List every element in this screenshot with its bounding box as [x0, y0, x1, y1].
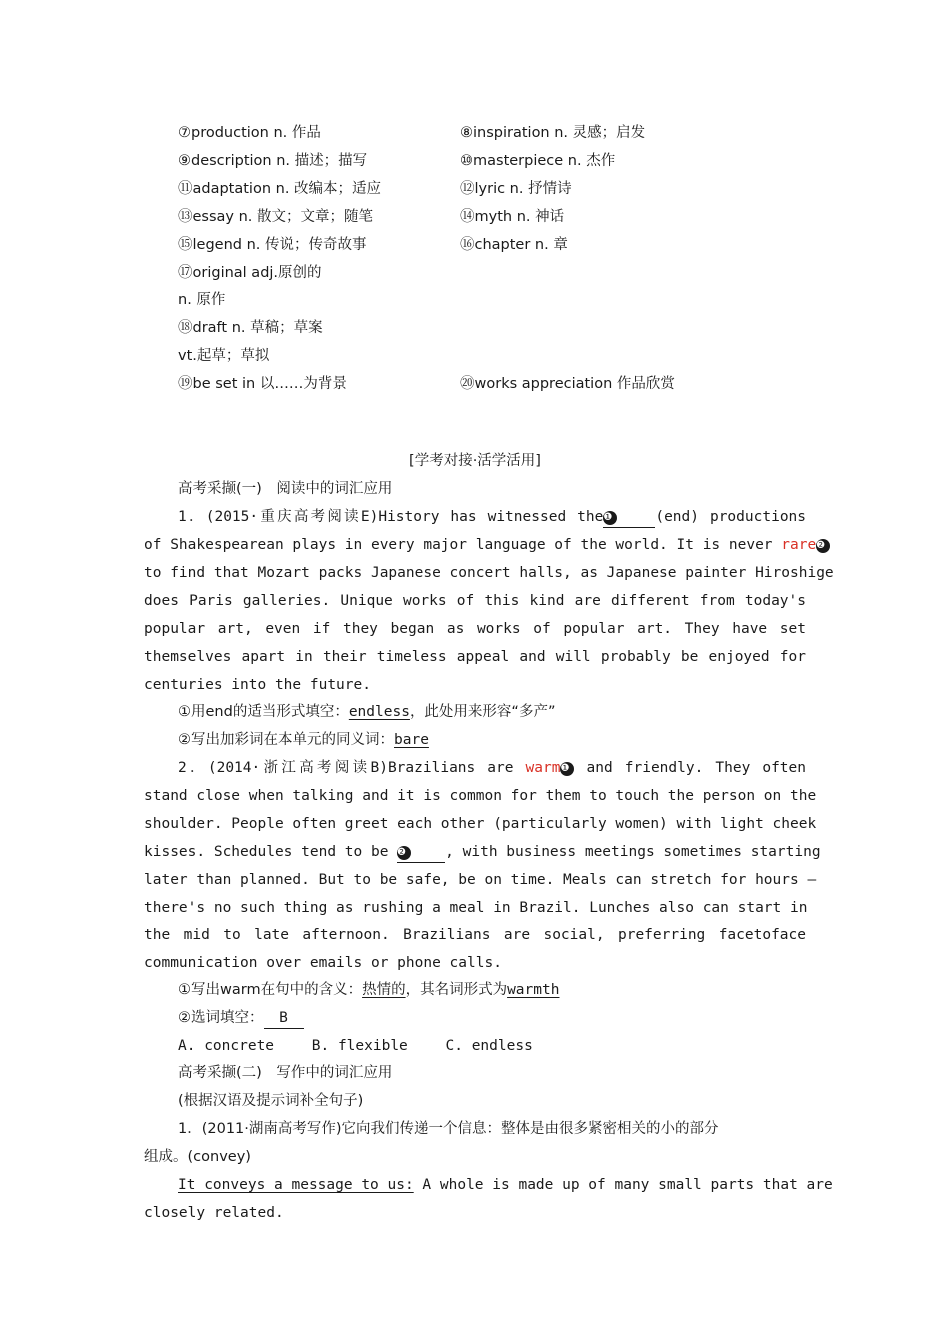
- q2-options: A. concrete B. flexible C. endless: [178, 1038, 533, 1054]
- q2-line-6: there's no such thing as rushing a meal in Brazil. Lunches also can start in: [144, 900, 808, 916]
- q1-line-7: centuries into the future.: [144, 677, 371, 693]
- vocab-item: ⑦production n. 作品: [178, 125, 321, 141]
- p2-q1-line-2: 组成。(convey): [144, 1149, 251, 1165]
- q1-line-4: does Paris galleries. Unique works of this kind are different from today's: [144, 593, 806, 609]
- vocab-item: n. 原作: [178, 292, 226, 308]
- vocab-item: ⑯chapter n. 章: [460, 237, 568, 253]
- part1-heading: 高考采撷(一) 阅读中的词汇应用: [178, 481, 393, 497]
- q1-line-6: themselves apart in their timeless appeal and will probably be enjoyed for: [144, 649, 806, 665]
- vocab-item: vt.起草；草拟: [178, 348, 270, 364]
- q2-line-7: the mid to late afternoon. Brazilians are social, preferring facetoface: [144, 927, 806, 943]
- p2-q1-line-1: 1．(2011·湖南高考写作)它向我们传递一个信息：整体是由很多紧密相关的小的部分: [178, 1121, 719, 1137]
- q1-line-1: 1．(2015·重庆高考阅读E)History has witnessed the❶ (end) productions: [178, 504, 806, 530]
- vocab-item: ⑩masterpiece n. 杰作: [460, 153, 616, 169]
- q2-line-2: stand close when talking and it is common for them to touch the person on the: [144, 788, 817, 804]
- q1-answer-1: ①用end的适当形式填空：endless，此处用来形容“多产”: [178, 704, 556, 720]
- p2-q1-line-3: It conveys a message to us: A whole is made up of many small parts that are: [178, 1177, 833, 1193]
- vocab-item: ⑮legend n. 传说；传奇故事: [178, 237, 367, 253]
- vocab-item: ⑫lyric n. 抒情诗: [460, 181, 572, 197]
- q2-line-3: shoulder. People often greet each other (particularly women) with light cheek: [144, 816, 817, 832]
- highlight-word-warm: warm: [525, 760, 561, 776]
- q2-line-5: later than planned. But to be safe, be on time. Meals can stretch for hours —: [144, 872, 817, 888]
- vocab-item: ⑱draft n. 草稿；草案: [178, 320, 323, 336]
- p2-q1-answer: It conveys a message to us:: [178, 1177, 414, 1193]
- vocab-item: ⑭myth n. 神话: [460, 209, 565, 225]
- q2-line-1: 2．(2014·浙江高考阅读B)Brazilians are warm❶ and friendly. They often: [178, 760, 806, 776]
- vocab-item: ⑨description n. 描述；描写: [178, 153, 368, 169]
- q2-blank-2: ❷: [397, 842, 445, 863]
- vocab-item: ⑳works appreciation 作品欣赏: [460, 376, 675, 392]
- highlight-word-rare: rare: [781, 537, 817, 553]
- q1-line-2: of Shakespearean plays in every major language of the world. It is never rare❷: [144, 532, 806, 558]
- q2-answer-1: ①写出warm在句中的含义：热情的，其名词形式为warmth: [178, 982, 560, 998]
- vocab-item: ⑲be set in 以……为背景: [178, 376, 347, 392]
- q1-answer-2: ②写出加彩词在本单元的同义词：bare: [178, 732, 429, 748]
- q2-line-4: kisses. Schedules tend to be ❷ , with business meetings sometimes starting: [144, 839, 806, 865]
- q2-line-8: communication over emails or phone calls.: [144, 955, 502, 971]
- q1-blank-1: ❶: [603, 507, 655, 528]
- q1-line-3: to find that Mozart packs Japanese concert halls, as Japanese painter Hiroshige: [144, 565, 834, 581]
- vocab-item: ⑪adaptation n. 改编本；适应: [178, 181, 382, 197]
- p2-q1-line-4: closely related.: [144, 1205, 284, 1221]
- part2-note: (根据汉语及提示词补全句子): [178, 1093, 364, 1109]
- q2-answer-2: ②选词填空： B: [178, 1005, 806, 1031]
- vocab-item: ⑧inspiration n. 灵感；启发: [460, 125, 646, 141]
- part2-heading: 高考采撷(二) 写作中的词汇应用: [178, 1065, 393, 1081]
- vocab-item: ⑬essay n. 散文；文章；随笔: [178, 209, 374, 225]
- vocab-item: ⑰original adj.原创的: [178, 265, 322, 281]
- section-title: [学考对接·活学活用]: [409, 453, 541, 469]
- q1-line-5: popular art, even if they began as works of popular art. They have set: [144, 621, 806, 637]
